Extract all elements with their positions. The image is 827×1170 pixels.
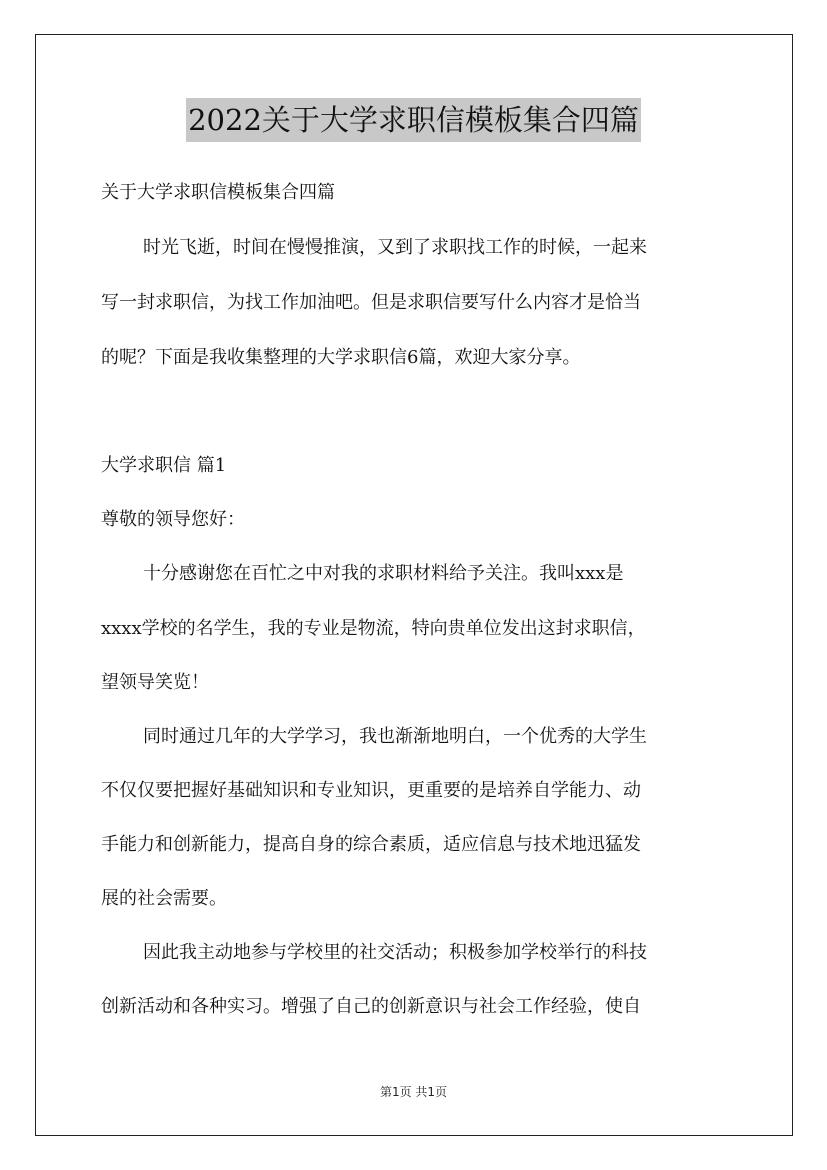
page-footer: 第1页 共1页 [379,1085,448,1099]
paragraph2-line-3: 手能力和创新能力，提高自身的综合素质，适应信息与技术地迅猛发 [101,834,641,855]
paragraph1-line-2: xxxx学校的名学生，我的专业是物流，特向贵单位发出这封求职信， [101,618,646,639]
title-container [0,98,827,142]
paragraph1-line-3: 望领导笑览！ [101,672,209,693]
paragraph2-line-1: 同时通过几年的大学学习，我也渐渐地明白，一个优秀的大学生 [143,726,647,747]
salutation: 尊敬的领导您好： [101,509,245,530]
intro-line-3: 的呢？下面是我收集整理的大学求职信6篇，欢迎大家分享。 [101,347,581,368]
paragraph3-line-2: 创新活动和各种实习。增强了自己的创新意识与社会工作经验，使自 [101,996,641,1017]
paragraph2-line-4: 展的社会需要。 [101,888,227,909]
paragraph1-line-1: 十分感谢您在百忙之中对我的求职材料给予关注。我叫xxx是 [143,563,624,584]
section-heading: 大学求职信 篇1 [101,455,227,476]
document-subtitle: 关于大学求职信模板集合四篇 [101,182,335,203]
document-title: 2022关于大学求职信模板集合四篇 [186,98,641,142]
paragraph2-line-2: 不仅仅要把握好基础知识和专业知识，更重要的是培养自学能力、动 [101,780,641,801]
intro-line-2: 写一封求职信，为找工作加油吧。但是求职信要写什么内容才是恰当 [101,292,641,313]
intro-line-1: 时光飞逝，时间在慢慢推演，又到了求职找工作的时候，一起来 [143,237,647,258]
paragraph3-line-1: 因此我主动地参与学校里的社交活动；积极参加学校举行的科技 [143,942,647,963]
